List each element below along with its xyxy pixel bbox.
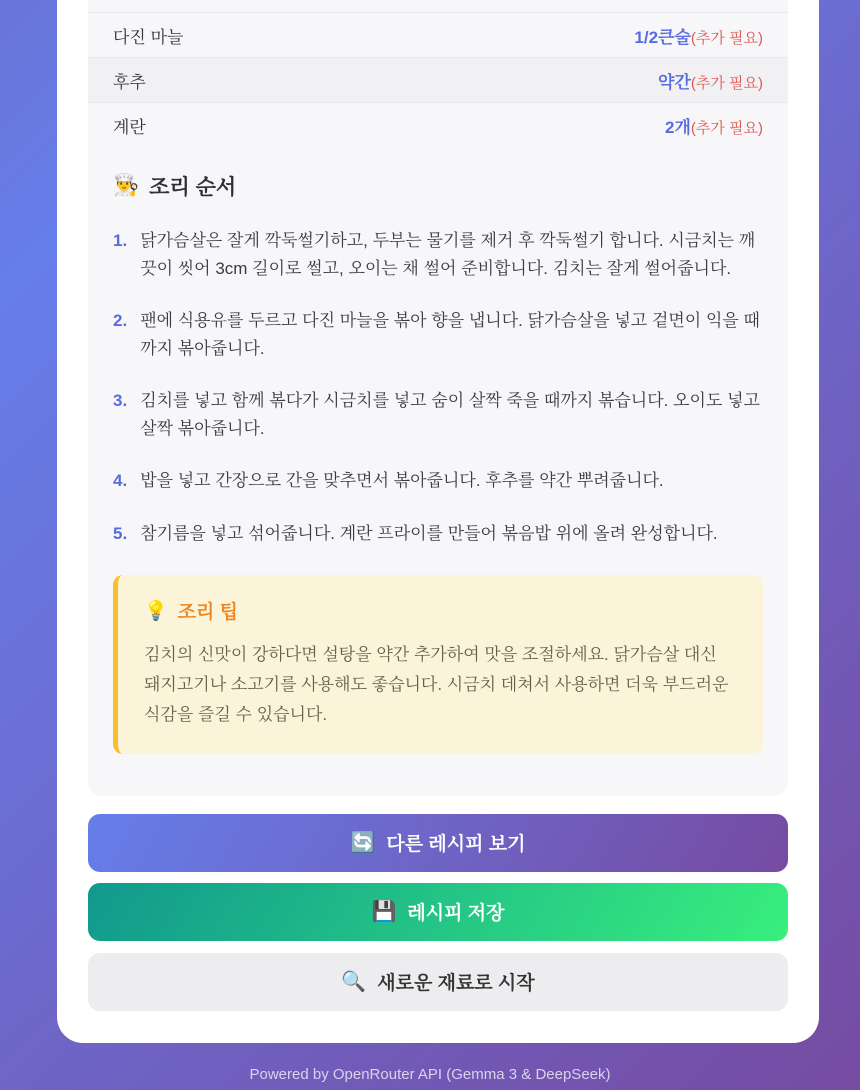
ingredient-name: 계란 bbox=[113, 117, 146, 137]
refresh-icon: 🔄 bbox=[350, 832, 376, 854]
ingredient-name: 후추 bbox=[113, 72, 146, 92]
another-recipe-button[interactable] bbox=[88, 814, 788, 872]
ingredient-amount: 약간 bbox=[658, 72, 691, 92]
save-recipe-button-label: 레시피 저장 bbox=[407, 903, 505, 924]
step-text: 김치를 넣고 함께 볶다가 시금치를 넣고 숨이 살짝 죽을 때까지 볶습니다. 오이도 넣고 살짝 볶아줍니다. bbox=[140, 391, 760, 438]
ingredient-amount: 2개 bbox=[664, 117, 691, 137]
cooking-steps-list bbox=[113, 227, 763, 547]
step-text: 참기름을 넣고 섞어줍니다. 계란 프라이를 만들어 볶음밥 위에 올려 완성합니다. bbox=[140, 523, 718, 543]
powered-by-footer: Powered by OpenRouter API (Gemma 3 & DeepSeek) bbox=[249, 1066, 611, 1083]
cooking-steps-title-label: 조리 순서 bbox=[149, 176, 237, 199]
step-number: 4. bbox=[113, 471, 128, 491]
step-text: 밥을 넣고 간장으로 간을 맞추면서 볶아줍니다. 후추를 약간 뿌려줍니다. bbox=[140, 471, 664, 491]
ingredient-row bbox=[88, 12, 788, 57]
another-recipe-button-label: 다른 레시피 보기 bbox=[386, 834, 526, 855]
cooking-tip-title-label: 조리 팁 bbox=[177, 602, 239, 624]
ingredient-table bbox=[88, 12, 788, 147]
step-number: 1. bbox=[113, 231, 128, 250]
magnifier-icon: 🔍 bbox=[341, 971, 367, 993]
floppy-disk-icon: 💾 bbox=[371, 901, 397, 923]
step-text: 팬에 식용유를 두르고 다진 마늘을 볶아 향을 냅니다. 닭가슴살을 넣고 겉면이 익을 때까지 볶아줍니다. bbox=[140, 311, 760, 358]
cooking-step bbox=[113, 227, 763, 282]
ingredient-note: (추가 필요) bbox=[690, 119, 763, 137]
cooking-step bbox=[113, 520, 763, 548]
new-ingredients-button[interactable] bbox=[88, 953, 788, 1011]
ingredient-amount: 1/2큰술 bbox=[634, 27, 691, 47]
ingredient-row bbox=[88, 102, 788, 147]
new-ingredients-button-label: 새로운 재료로 시작 bbox=[377, 973, 535, 994]
ingredient-value bbox=[665, 113, 763, 138]
step-number: 3. bbox=[113, 391, 128, 411]
cooking-tip-body: 김치의 신맛이 강하다면 설탕을 약간 추가하여 맛을 조절하세요. 닭가슴살 대신 돼지고기나 소고기를 사용해도 좋습니다. 시금치 데쳐서 사용하면 더욱 부드러운 식감을 즐길 수 있습니다. bbox=[144, 645, 729, 724]
cooking-tip-box bbox=[113, 575, 763, 753]
ingredient-note: (추가 필요) bbox=[690, 74, 763, 92]
cooking-step bbox=[113, 387, 763, 442]
cooking-steps-title bbox=[113, 171, 763, 201]
ingredient-note: (추가 필요) bbox=[690, 29, 763, 47]
save-recipe-button[interactable] bbox=[88, 883, 788, 941]
cooking-step bbox=[113, 307, 763, 362]
ingredient-name: 다진 마늘 bbox=[113, 27, 184, 47]
lightbulb-icon: 💡 bbox=[144, 600, 168, 622]
cooking-step bbox=[113, 467, 763, 495]
cooking-tip-title bbox=[144, 597, 737, 624]
recipe-card bbox=[57, 0, 819, 1043]
recipe-detail-panel bbox=[88, 0, 788, 796]
step-text: 닭가슴살은 잘게 깍둑썰기하고, 두부는 물기를 제거 후 깍둑썰기 합니다. 시금치는 깨끗이 씻어 3cm 길이로 썰고, 오이는 채 썰어 준비합니다. 김치는 잘게 썰어줍니다. bbox=[140, 231, 756, 278]
chef-icon: 👨‍🍳 bbox=[113, 174, 140, 197]
step-number: 5. bbox=[113, 523, 128, 543]
ingredient-row bbox=[88, 57, 788, 102]
step-number: 2. bbox=[113, 311, 128, 331]
ingredient-value bbox=[658, 68, 763, 93]
ingredient-value bbox=[634, 23, 763, 48]
